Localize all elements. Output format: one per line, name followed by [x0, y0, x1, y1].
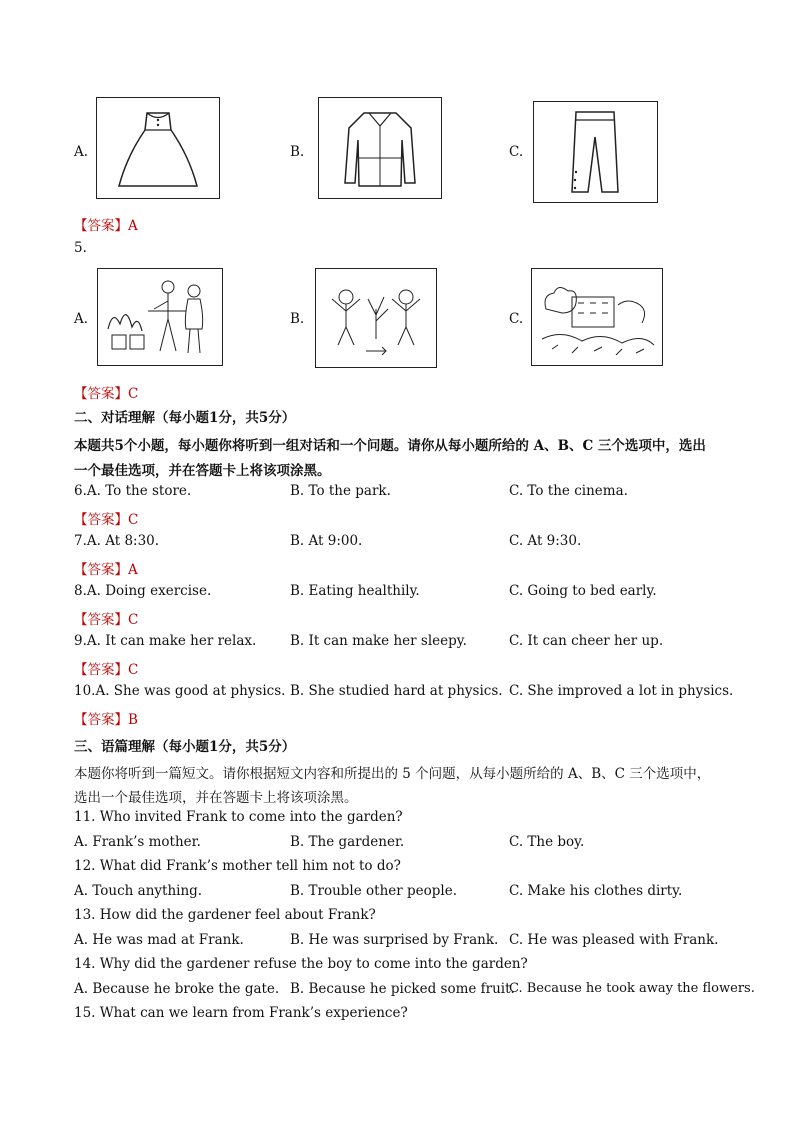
section2-instruction-line1: 本题共5个小题，每小题你将听到一组对话和一个问题。请你从每小题所给的 A、B、C 三个选项中，选出	[74, 438, 706, 454]
q12-question: 12. What did Frank’s mother tell him not to do?	[74, 858, 401, 874]
gardening-picture	[97, 268, 223, 366]
q14-question: 14. Why did the gardener refuse the boy to come into the garden?	[74, 956, 528, 972]
q6-option-a: 6.A. To the store.	[74, 483, 192, 499]
q14-option-b: B. Because he picked some fruit.	[290, 981, 515, 997]
q5-option-c-label: C.	[509, 311, 524, 327]
q8-option-b: B. Eating healthily.	[290, 583, 420, 599]
q13-option-c: C. He was pleased with Frank.	[509, 932, 719, 948]
q14-option-c: C. Because he took away the flowers.	[509, 981, 755, 996]
section2-instruction-line2: 一个最佳选项，并在答题卡上将该项涂黑。	[74, 463, 331, 479]
q9-option-b: B. It can make her sleepy.	[290, 633, 467, 649]
q6-option-b: B. To the park.	[290, 483, 391, 499]
q7-option-b: B. At 9:00.	[290, 533, 363, 549]
q11-option-b: B. The gardener.	[290, 834, 405, 850]
q7-option-c: C. At 9:30.	[509, 533, 582, 549]
q6-answer: 【答案】C	[74, 512, 139, 528]
q12-option-a: A. Touch anything.	[74, 883, 203, 899]
q7-option-a: 7.A. At 8:30.	[74, 533, 160, 549]
q4-answer: 【答案】A	[74, 218, 138, 234]
q8-option-a: 8.A. Doing exercise.	[74, 583, 212, 599]
q12-option-c: C. Make his clothes dirty.	[509, 883, 683, 899]
q13-option-b: B. He was surprised by Frank.	[290, 932, 499, 948]
q14-option-a: A. Because he broke the gate.	[74, 981, 280, 997]
children-playing-picture	[315, 268, 437, 368]
q12-option-b: B. Trouble other people.	[290, 883, 458, 899]
q9-option-a: 9.A. It can make her relax.	[74, 633, 257, 649]
section3-heading: 三、语篇理解（每小题1分，共5分）	[74, 739, 296, 755]
section3-instruction-line1: 本题你将听到一篇短文。请你根据短文内容和所提出的 5 个问题，从每小题所给的 A、B、C 三个选项中，	[74, 766, 711, 782]
q8-answer: 【答案】C	[74, 612, 139, 628]
q11-question: 11. Who invited Frank to come into the garden?	[74, 809, 403, 825]
q5-option-b-label: B.	[290, 311, 305, 327]
dress-picture	[96, 97, 220, 199]
section2-heading: 二、对话理解（每小题1分，共5分）	[74, 410, 296, 426]
q10-answer: 【答案】B	[74, 712, 138, 728]
shirt-picture	[318, 97, 442, 199]
q7-answer: 【答案】A	[74, 562, 138, 578]
q11-option-c: C. The boy.	[509, 834, 585, 850]
q13-option-a: A. He was mad at Frank.	[74, 932, 244, 948]
q10-option-b: B. She studied hard at physics.	[290, 683, 503, 699]
q9-option-c: C. It can cheer her up.	[509, 633, 664, 649]
q4-option-c-label: C.	[509, 144, 524, 160]
trousers-picture	[533, 101, 658, 203]
q4-option-a-label: A.	[74, 144, 89, 160]
q13-question: 13. How did the gardener feel about Frank?	[74, 907, 376, 923]
littered-street-picture	[531, 268, 663, 366]
section3-instruction-line2: 选出一个最佳选项，并在答题卡上将该项涂黑。	[74, 790, 358, 806]
q15-question: 15. What can we learn from Frank’s experience?	[74, 1005, 408, 1021]
q10-option-c: C. She improved a lot in physics.	[509, 683, 734, 699]
q11-option-a: A. Frank’s mother.	[74, 834, 201, 850]
q5-option-a-label: A.	[74, 311, 89, 327]
q5-answer: 【答案】C	[74, 386, 139, 402]
q5-number: 5.	[74, 240, 87, 256]
q9-answer: 【答案】C	[74, 662, 139, 678]
q8-option-c: C. Going to bed early.	[509, 583, 657, 599]
q4-option-b-label: B.	[290, 144, 305, 160]
q10-option-a: 10.A. She was good at physics.	[74, 683, 286, 699]
q6-option-c: C. To the cinema.	[509, 483, 628, 499]
